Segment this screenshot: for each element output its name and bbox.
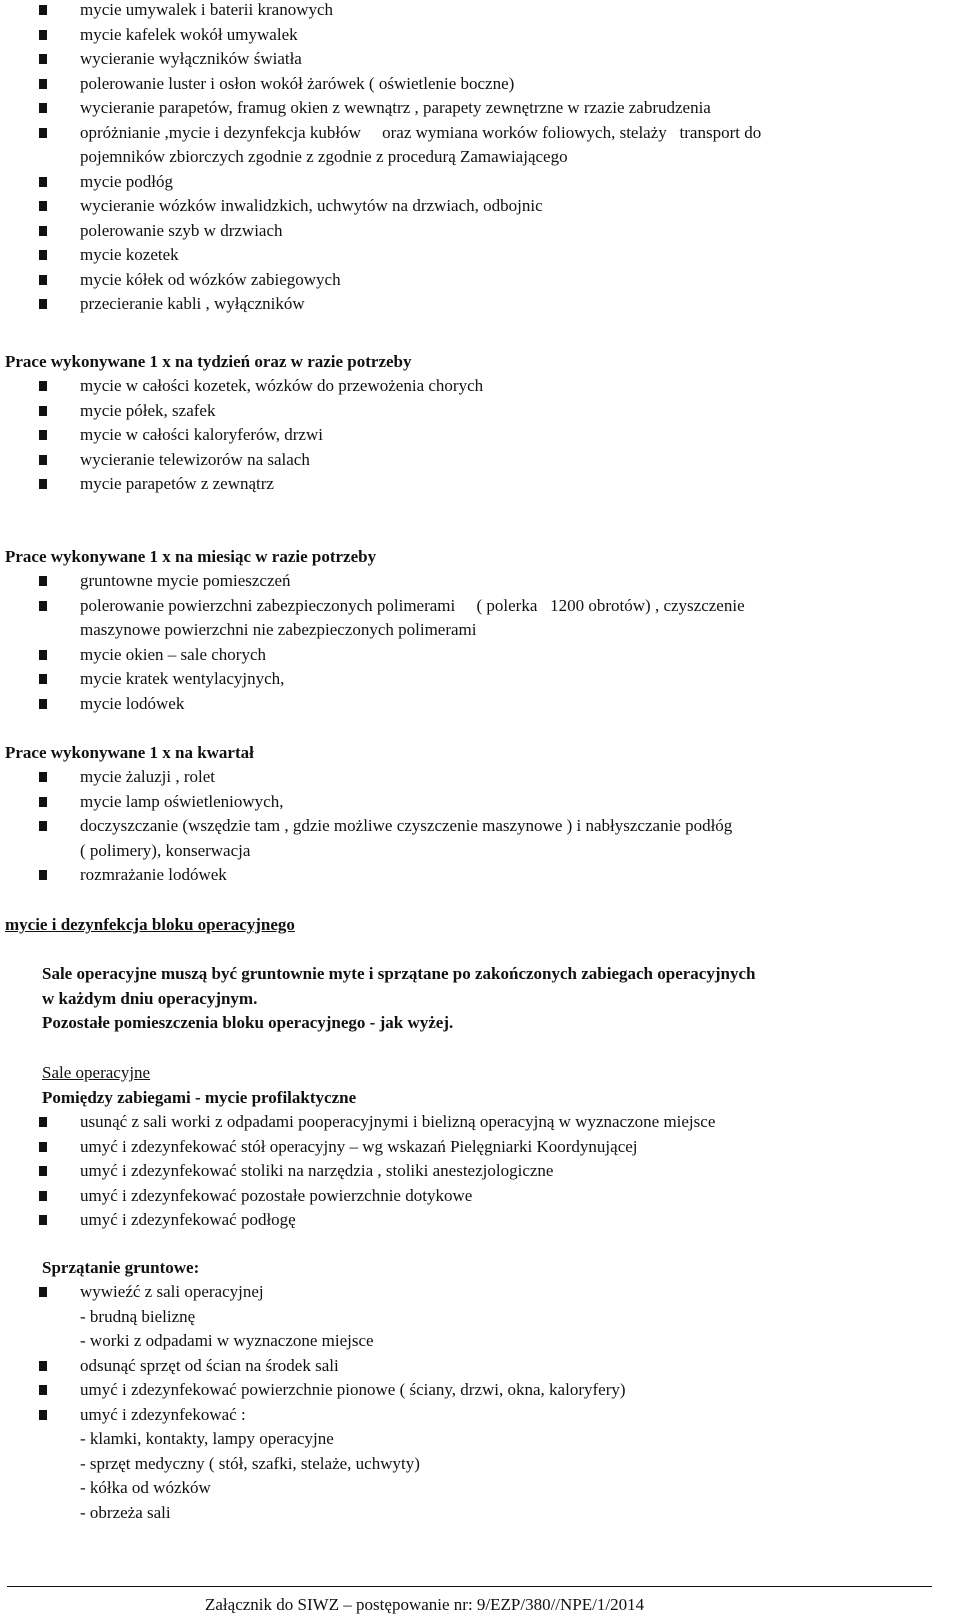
list-item: usunąć z sali worki z odpadami pooperacyjnymi i bielizną operacyjną w wyznaczone miejsce — [0, 1110, 715, 1135]
square-bullet-icon — [39, 601, 47, 611]
square-bullet-icon — [39, 650, 47, 660]
square-bullet-icon — [39, 1287, 47, 1297]
task-list-monthly — [0, 569, 745, 716]
square-bullet-icon — [39, 226, 47, 236]
list-item: opróżnianie ,mycie i dezynfekcja kubłów oraz wymiana worków foliowych, stelaży transport do — [0, 121, 761, 146]
square-bullet-icon — [39, 30, 47, 40]
footer-text: Załącznik do SIWZ – postępowanie nr: 9/EZP/380//NPE/1/2014 — [205, 1595, 645, 1614]
square-bullet-icon — [39, 1117, 47, 1127]
list-item: wycieranie parapetów, framug okien z wewnątrz , parapety zewnętrzne w rzazie zabrudzenia — [0, 96, 761, 121]
square-bullet-icon — [39, 430, 47, 440]
list-item: mycie parapetów z zewnątrz — [0, 472, 483, 497]
list-item: rozmrażanie lodówek — [0, 863, 732, 888]
list-item: mycie w całości kozetek, wózków do przewożenia chorych — [0, 374, 483, 399]
square-bullet-icon — [39, 103, 47, 113]
list-item: umyć i zdezynfekować : — [0, 1403, 626, 1428]
sub-item: - kółka od wózków — [80, 1478, 211, 1497]
list-item: wywieźć z sali operacyjnej — [0, 1280, 626, 1305]
square-bullet-icon — [39, 674, 47, 684]
square-bullet-icon — [39, 797, 47, 807]
square-bullet-icon — [39, 1191, 47, 1201]
operating-block-heading: mycie i dezynfekcja bloku operacyjnego — [5, 915, 295, 934]
list-item: doczyszczanie (wszędzie tam , gdzie możliwe czyszczenie maszynowe ) i nabłyszczanie podłóg — [0, 814, 732, 839]
list-item: wycieranie wyłączników światła — [0, 47, 761, 72]
square-bullet-icon — [39, 381, 47, 391]
list-item: umyć i zdezynfekować podłogę — [0, 1208, 715, 1233]
task-list-daily — [0, 0, 761, 317]
sub-item: - sprzęt medyczny ( stół, szafki, stelaże, uchwyty) — [80, 1453, 420, 1473]
square-bullet-icon — [39, 79, 47, 89]
footer-divider — [40, 1586, 932, 1587]
square-bullet-icon — [39, 250, 47, 260]
task-list-between-procedures — [0, 1110, 715, 1233]
paragraph-operating-rooms: Sale operacyjne muszą być gruntownie myte i sprzątane po zakończonych zabiegach operacyjnych w każdym dniu operacyjnym. Pozostałe pomieszczenia bloku operacyjnego - jak wyżej. — [42, 964, 756, 1032]
square-bullet-icon — [39, 1215, 47, 1225]
list-item: umyć i zdezynfekować powierzchnie pionowe ( ściany, drzwi, okna, kaloryfery) — [0, 1378, 626, 1403]
list-item-continuation: maszynowe powierzchni nie zabezpieczonych polimerami — [80, 620, 477, 639]
list-item: wycieranie telewizorów na salach — [0, 448, 483, 473]
square-bullet-icon — [39, 1385, 47, 1395]
square-bullet-icon — [39, 699, 47, 709]
list-item: mycie podłóg — [0, 170, 761, 195]
task-list-quarterly — [0, 765, 732, 888]
quarterly-heading: Prace wykonywane 1 x na kwartał — [5, 743, 254, 762]
square-bullet-icon — [39, 1361, 47, 1371]
weekly-heading: Prace wykonywane 1 x na tydzień oraz w razie potrzeby — [5, 352, 412, 371]
square-bullet-icon — [39, 275, 47, 285]
list-item: polerowanie szyb w drzwiach — [0, 219, 761, 244]
between-procedures-heading: Pomiędzy zabiegami - mycie profilaktyczne — [42, 1087, 357, 1107]
square-bullet-icon — [39, 54, 47, 64]
general-cleaning-heading: Sprzątanie gruntowe: — [42, 1258, 200, 1277]
list-item: mycie lodówek — [0, 692, 745, 717]
sub-item: - obrzeża sali — [80, 1502, 171, 1522]
square-bullet-icon — [39, 821, 47, 831]
square-bullet-icon — [39, 406, 47, 416]
list-item: umyć i zdezynfekować stoliki na narzędzia , stoliki anestezjologiczne — [0, 1159, 715, 1184]
list-item: wycieranie wózków inwalidzkich, uchwytów na drzwiach, odbojnic — [0, 194, 761, 219]
square-bullet-icon — [39, 5, 47, 15]
list-item: polerowanie luster i osłon wokół żarówek ( oświetlenie boczne) — [0, 72, 761, 97]
list-item: przecieranie kabli , wyłączników — [0, 292, 761, 317]
list-item: mycie kozetek — [0, 243, 761, 268]
sub-item: - klamki, kontakty, lampy operacyjne — [80, 1429, 334, 1448]
square-bullet-icon — [39, 479, 47, 489]
section-operating-rooms — [42, 1061, 356, 1110]
square-bullet-icon — [39, 870, 47, 880]
list-item: umyć i zdezynfekować pozostałe powierzchnie dotykowe — [0, 1184, 715, 1209]
list-item: odsunąć sprzęt od ścian na środek sali — [0, 1354, 626, 1379]
list-item-continuation: pojemników zbiorczych zgodnie z zgodnie z procedurą Zamawiającego — [80, 147, 568, 166]
square-bullet-icon — [39, 772, 47, 782]
list-item-continuation: ( polimery), konserwacja — [80, 840, 251, 860]
square-bullet-icon — [39, 201, 47, 211]
list-item: mycie półek, szafek — [0, 399, 483, 424]
square-bullet-icon — [39, 1166, 47, 1176]
list-item: mycie w całości kaloryferów, drzwi — [0, 423, 483, 448]
square-bullet-icon — [39, 128, 47, 138]
sub-heading: Sale operacyjne — [42, 1063, 151, 1082]
task-list-general-cleaning — [0, 1280, 626, 1525]
list-item: mycie okien – sale chorych — [0, 643, 745, 668]
list-item: umyć i zdezynfekować stół operacyjny – wg wskazań Pielęgniarki Koordynującej — [0, 1135, 715, 1160]
task-list-weekly — [0, 374, 483, 497]
square-bullet-icon — [39, 455, 47, 465]
list-item: gruntowne mycie pomieszczeń — [0, 569, 745, 594]
square-bullet-icon — [39, 1410, 47, 1420]
list-item: mycie kafelek wokół umywalek — [0, 23, 761, 48]
square-bullet-icon — [39, 1142, 47, 1152]
square-bullet-icon — [39, 299, 47, 309]
list-item: polerowanie powierzchni zabezpieczonych polimerami ( polerka 1200 obrotów) , czyszczenie — [0, 594, 745, 619]
list-item: mycie kratek wentylacyjnych, — [0, 667, 745, 692]
square-bullet-icon — [39, 177, 47, 187]
square-bullet-icon — [39, 576, 47, 586]
list-item: mycie umywalek i baterii kranowych — [0, 0, 761, 23]
list-item: mycie kółek od wózków zabiegowych — [0, 268, 761, 293]
monthly-heading: Prace wykonywane 1 x na miesiąc w razie potrzeby — [5, 547, 377, 566]
list-item: mycie lamp oświetleniowych, — [0, 790, 732, 815]
sub-item: - worki z odpadami w wyznaczone miejsce — [80, 1331, 374, 1350]
sub-item: - brudną bieliznę — [80, 1306, 196, 1326]
list-item: mycie żaluzji , rolet — [0, 765, 732, 790]
